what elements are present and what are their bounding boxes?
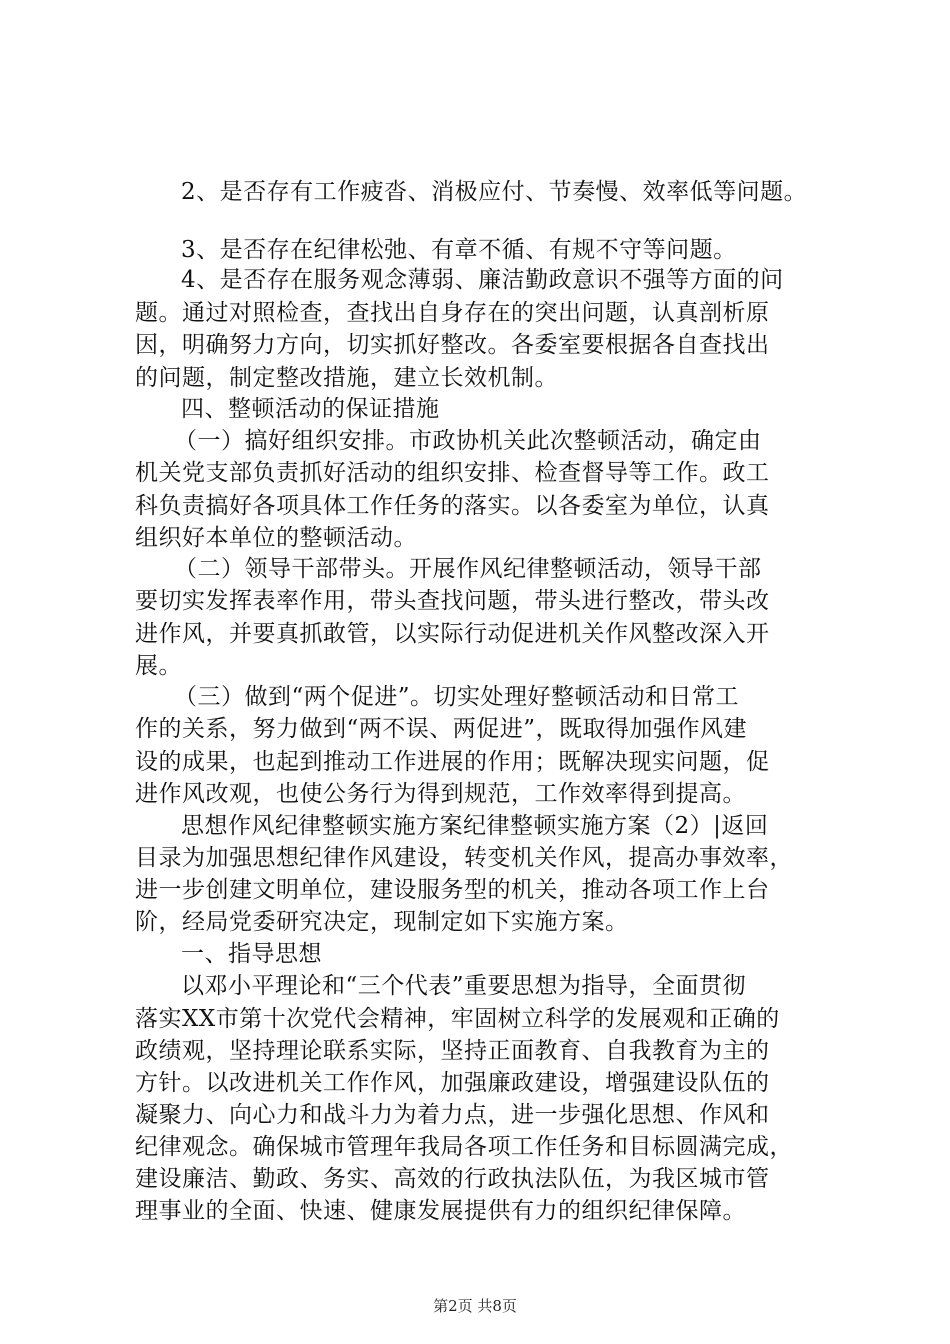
text-line: 目录为加强思想纪律作风建设，转变机关作风，提高办事效率，: [135, 845, 793, 871]
text-line: 纪律观念。确保城市管理年我局各项工作任务和目标圆满完成，: [135, 1134, 793, 1160]
text-line: 理事业的全面、快速、健康发展提供有力的组织纪律保障。: [135, 1198, 746, 1224]
text-line: 方针。以改进机关工作作风，加强廉政建设，增强建设队伍的: [135, 1070, 770, 1096]
section-heading: 四、整顿活动的保证措施: [181, 396, 440, 422]
text-line: 4、是否存在服务观念薄弱、廉洁勤政意识不强等方面的问: [181, 267, 784, 293]
text-line: 进作风改观，也使公务行为得到规范，工作效率得到提高。: [135, 781, 746, 807]
text-line: 设的成果，也起到推动工作进展的作用；既解决现实问题，促: [135, 749, 770, 775]
text-line: 组织好本单位的整顿活动。: [135, 525, 417, 551]
text-line: 凝聚力、向心力和战斗力为着力点，进一步强化思想、作风和: [135, 1102, 770, 1128]
text-line: 因，明确努力方向，切实抓好整改。各委室要根据各自查找出: [135, 332, 770, 358]
text-line: 3、是否存在纪律松弛、有章不循、有规不守等问题。: [181, 237, 737, 263]
page-number-footer: 第2页 共8页: [433, 1297, 517, 1315]
text-line: （三）做到“两个促进”。切实处理好整顿活动和日常工: [174, 684, 740, 710]
text-line: 进一步创建文明单位，建设服务型的机关，推动各项工作上台: [135, 877, 770, 903]
text-line: 展。: [135, 653, 182, 679]
text-line: 2、是否存有工作疲沓、消极应付、节奏慢、效率低等问题。: [181, 179, 808, 205]
text-line: 以邓小平理论和“三个代表”重要思想为指导，全面贯彻: [181, 973, 747, 999]
text-line: 的问题，制定整改措施，建立长效机制。: [135, 365, 558, 391]
text-line: 进作风，并要真抓敢管，以实际行动促进机关作风整改深入开: [135, 621, 770, 647]
text-line: 落实XX市第十次党代会精神，牢固树立科学的发展观和正确的: [135, 1006, 780, 1032]
text-line: 科负责搞好各项具体工作任务的落实。以各委室为单位，认真: [135, 493, 770, 519]
text-line: 作的关系，努力做到“两不误、两促进”，既取得加强作风建: [135, 716, 748, 742]
text-line: 建设廉洁、勤政、务实、高效的行政执法队伍，为我区城市管: [135, 1166, 770, 1192]
text-line: 思想作风纪律整顿实施方案纪律整顿实施方案（2）|返回: [181, 813, 769, 839]
text-line: 要切实发挥表率作用，带头查找问题，带头进行整改，带头改: [135, 588, 770, 614]
text-line: 机关党支部负责抓好活动的组织安排、检查督导等工作。政工: [135, 460, 770, 486]
text-line: （二）领导干部带头。开展作风纪律整顿活动，领导干部: [174, 556, 762, 582]
text-line: 题。通过对照检查，查找出自身存在的突出问题，认真剖析原: [135, 300, 770, 326]
text-line: 政绩观，坚持理论联系实际，坚持正面教育、自我教育为主的: [135, 1038, 770, 1064]
section-heading: 一、指导思想: [181, 941, 322, 967]
text-line: （一）搞好组织安排。市政协机关此次整顿活动，确定由: [174, 428, 762, 454]
text-line: 阶，经局党委研究决定，现制定如下实施方案。: [135, 909, 629, 935]
